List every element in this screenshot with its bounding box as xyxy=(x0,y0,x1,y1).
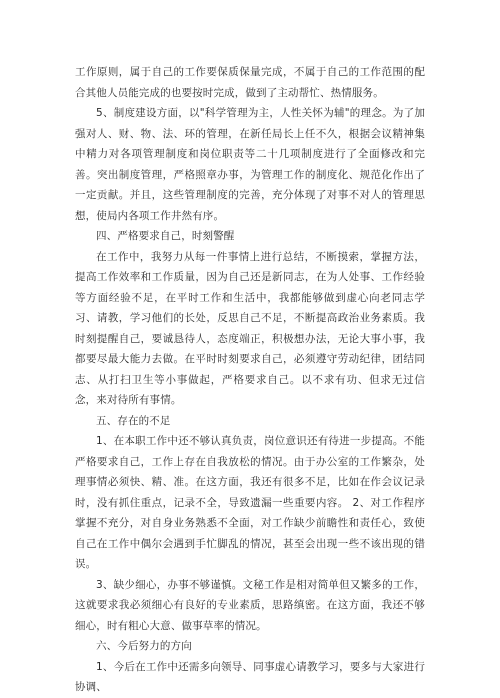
paragraph-future-1: 1、今后在工作中还需多向领导、同事虚心请教学习，要多与大家进行协调、 xyxy=(75,660,425,693)
paragraph-shortcoming-3: 3、缺少细心，办事不够谨慎。文秘工作是相对简单但又繁多的工作，这就要求我必须细心有良好的专业素质，思路缜密。在这方面，我还不够细心，时有粗心大意、做事草率的情况。 xyxy=(75,578,425,632)
paragraph-system-building: 5、制度建设方面，以"科学管理为主，人性关怀为辅"的理念。为了加强对人、财、物、法、环的管理，在新任局长上任不久，根据会议精神集中精力对各项管理制度和岗位职责等二十几项制度进行了全面修改和完善。突出制度管理，严格照章办事，为管理工作的制度化、规范化作出了一定贡献。并且，这些管理制度的完善，充分体现了对事不对人的管理思想，使局内各项工作井然有序。 xyxy=(75,107,425,222)
section-heading-strict-self: 四、严格要求自己，时刻警醒 xyxy=(96,230,235,242)
section-heading-future-direction: 六、今后努力的方向 xyxy=(96,640,192,652)
document-page xyxy=(75,62,425,698)
section-heading-shortcomings: 五、存在的不足 xyxy=(96,414,171,427)
paragraph-principle-continued: 工作原则，属于自己的工作要保质保量完成，不属于自己的工作范围的配合其他人员能完成的也要按时完成，做到了主动帮忙、热情服务。 xyxy=(75,66,425,99)
paragraph-shortcoming-1-2: 1、在本职工作中还不够认真负责，岗位意识还有待进一步提高。不能严格要求自己，工作上存在自我放松的情况。由于办公室的工作繁杂，处理事情必须快、精、准。在这方面，我还有很多不足，比如在作会议记录时，没有抓住重点，记录不全，导致遗漏一些重要内容。 2、对工作程序掌握不充分，对自身业务熟悉不全面，对工作缺少前瞻性和责任心，致使自己在工作中偶尔会遇到手忙脚乱的情况，甚至会出现一些不该出现的错误。 xyxy=(75,435,425,570)
paragraph-self-discipline: 在工作中，我努力从每一件事情上进行总结，不断摸索，掌握方法，提高工作效率和工作质量，因为自己还是新同志，在为人处事、工作经验等方面经验不足，在平时工作和生活中，我都能够做到虚心向老同志学习、请教，学习他们的长处，反思自己不足，不断提高政治业务素质。我时刻提醒自己，要诚恳待人，态度端正，积极想办法，无论大事小事，我都要尽最大能力去做。在平时时刻要求自己，必须遵守劳动纪律，团结同志、从打扫卫生等小事做起，严格要求自己。以不求有功、但求无过信念，来对待所有事情。 xyxy=(75,250,425,406)
